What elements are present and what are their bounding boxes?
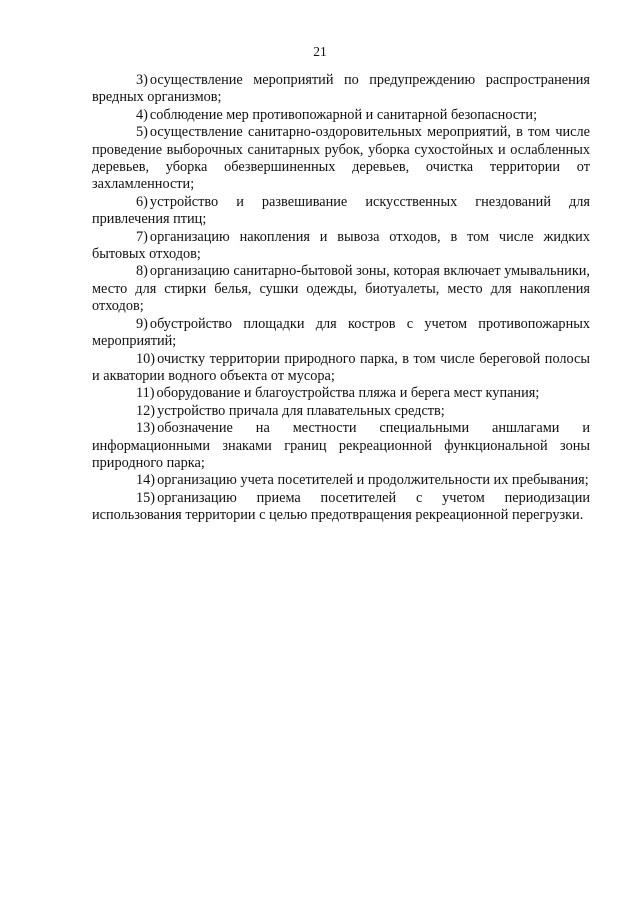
item-number: 9) <box>136 315 148 332</box>
list-item-7 <box>92 229 590 264</box>
item-text: устройство причала для плавательных средств; <box>157 402 445 419</box>
item-text: осуществление мероприятий по предупреждению распространения вредных организмов; <box>92 72 590 106</box>
item-text: организацию приема посетителей с учетом периодизации использования территории с целью предотвращения рекреационной перегрузки. <box>92 489 590 524</box>
list-item-11 <box>92 385 590 402</box>
item-text: оборудование и благоустройства пляжа и берега мест купания; <box>156 385 540 402</box>
list-item-4 <box>92 107 590 124</box>
list-item-9 <box>92 316 590 351</box>
item-number: 12) <box>136 402 156 419</box>
item-number: 4) <box>136 106 148 123</box>
list-item-3 <box>92 72 590 107</box>
item-number: 8) <box>136 263 148 280</box>
item-number: 3) <box>136 72 148 88</box>
page-number: 21 <box>313 44 327 59</box>
item-text: осуществление санитарно-оздоровительных мероприятий, в том числе проведение выборочных санитарных рубок, уборка сухостойных и ослабленных деревьев, уборка обезвершиненных деревьев, очистка территории от захламленности; <box>92 124 590 193</box>
item-text: устройство и развешивание искусственных гнездований для привлечения птиц; <box>92 193 590 228</box>
list-item-13 <box>92 420 590 472</box>
item-number: 11) <box>136 385 155 402</box>
list-item-15 <box>92 490 590 525</box>
list-item-14 <box>92 472 590 489</box>
list-item-10 <box>92 351 590 386</box>
list-item-5 <box>92 124 590 194</box>
item-number: 7) <box>136 228 148 245</box>
document-body <box>92 72 590 525</box>
item-text: организацию накопления и вывоза отходов, в том числе жидких бытовых отходов; <box>92 228 590 263</box>
item-text: очистку территории природного парка, в том числе береговой полосы и акватории водного объекта от мусора; <box>92 350 590 384</box>
item-text: соблюдение мер противопожарной и санитарной безопасности; <box>149 106 538 123</box>
item-text: обозначение на местности специальными аншлагами и информационными знаками границ рекреационной функциональной зоны природного парка; <box>92 420 590 471</box>
item-text: организацию учета посетителей и продолжительности их пребывания; <box>157 472 589 489</box>
list-item-8 <box>92 263 590 315</box>
item-number: 13) <box>136 420 156 437</box>
list-item-12 <box>92 403 590 420</box>
list-item-6 <box>92 194 590 229</box>
item-number: 10) <box>136 350 156 367</box>
item-number: 5) <box>136 124 148 141</box>
item-text: обустройство площадки для костров с учетом противопожарных мероприятий; <box>92 315 590 350</box>
item-number: 14) <box>136 472 156 489</box>
item-number: 15) <box>136 489 156 506</box>
item-text: организацию санитарно-бытовой зоны, которая включает умывальники, место для стирки белья, сушки одежды, биотуалеты, место для накопления отходов; <box>92 263 590 315</box>
item-number: 6) <box>136 193 148 210</box>
